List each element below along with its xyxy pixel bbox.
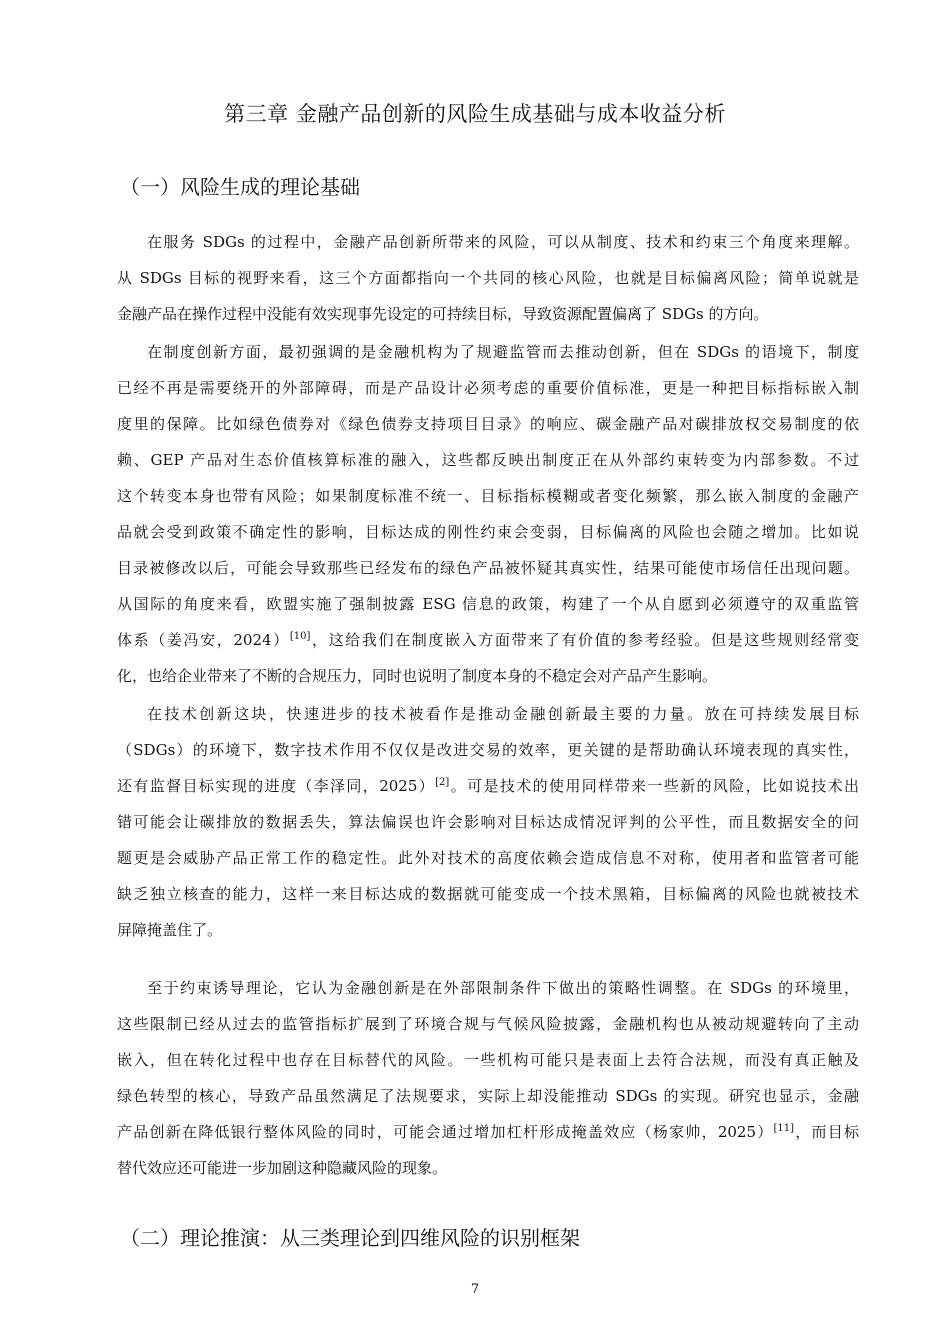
paragraph-line: 品就会受到政策不确定性的影响，目标达成的刚性约束会变弱，目标偏离的风险也会随之增加。比如说 <box>117 523 859 541</box>
text-run: 。可是技术的使用同样带来一些新的风险，比如说技术出 <box>449 777 859 795</box>
paragraph-line: 从 SDGs 目标的视野来看，这三个方面都指向一个共同的核心风险，也就是目标偏离风险；简单说就是 <box>117 269 859 287</box>
citation-marker: [11] <box>773 1123 795 1134</box>
text-run: ，而目标 <box>794 1123 859 1141</box>
chapter-title: 第三章 金融产品创新的风险生成基础与成本收益分析 <box>224 102 726 126</box>
citation-marker: [10] <box>289 631 311 642</box>
paragraph-line: 目录被修改以后，可能会导致那些已经发布的绿色产品被怀疑其真实性，结果可能使市场信任出现问题。 <box>117 559 859 577</box>
paragraph-line: 错可能会让碳排放的数据丢失，算法偏误也许会影响对目标达成情况评判的公平性，而且数据安全的问 <box>117 813 859 831</box>
text-run: 产品创新在降低银行整体风险的同时，可能会通过增加杠杆形成掩盖效应（杨家帅，2025） <box>117 1123 774 1141</box>
paragraph-line: 金融产品在操作过程中没能有效实现事先设定的可持续目标，导致资源配置偏离了 SDGs 的方向。 <box>117 305 769 323</box>
paragraph-line: 嵌入，但在转化过程中也存在目标替代的风险。一些机构可能只是表面上去符合法规，而没有真正触及 <box>117 1051 859 1069</box>
citation-marker: [2] <box>435 777 450 788</box>
paragraph-line: 从国际的角度来看，欧盟实施了强制披露 ESG 信息的政策，构建了一个从自愿到必须遵守的双重监管 <box>117 595 859 613</box>
paragraph-line: 赖、GEP 产品对生态价值核算标准的融入，这些都反映出制度正在从外部约束转变为内部参数。不过 <box>117 451 859 469</box>
page-number: 7 <box>470 1282 480 1297</box>
paragraph-line: 在制度创新方面，最初强调的是金融机构为了规避监管而去推动创新，但在 SDGs 的语境下，制度 <box>147 343 859 361</box>
paragraph-line: 这些限制已经从过去的监管指标扩展到了环境合规与气候风险披露，金融机构也从被动规避转向了主动 <box>117 1015 859 1033</box>
paragraph-line: 这个转变本身也带有风险；如果制度标准不统一、目标指标模糊或者变化频繁，那么嵌入制度的金融产 <box>117 487 859 505</box>
paragraph-line: 屏障掩盖住了。 <box>117 921 223 939</box>
section-heading-1: （一）风险生成的理论基础 <box>120 175 360 199</box>
section-heading-2: （二）理论推演：从三类理论到四维风险的识别框架 <box>120 1226 580 1250</box>
paragraph-line: 在技术创新这块，快速进步的技术被看作是推动金融创新最主要的力量。放在可持续发展目标 <box>147 705 859 723</box>
paragraph-line: 化，也给企业带来了不断的合规压力，同时也说明了制度本身的不稳定会对产品产生影响。 <box>117 667 718 685</box>
paragraph-line: 度里的保障。比如绿色债券对《绿色债券支持项目目录》的响应、碳金融产品对碳排放权交易制度的依 <box>117 415 859 433</box>
text-run: 体系（姜冯安，2024） <box>117 631 290 649</box>
paragraph-line: 至于约束诱导理论，它认为金融创新是在外部限制条件下做出的策略性调整。在 SDGs 的环境里， <box>147 979 859 997</box>
paragraph-line: 缺乏独立核查的能力，这样一来目标达成的数据就可能变成一个技术黑箱，目标偏离的风险也就被技术 <box>117 885 859 903</box>
paragraph-line <box>117 630 859 653</box>
paragraph-line: （SDGs）的环境下，数字技术作用不仅仅是改进交易的效率，更关键的是帮助确认环境表现的真实性， <box>117 741 859 759</box>
text-run: 还有监督目标实现的进度（李泽同，2025） <box>117 777 436 795</box>
paragraph-line: 题更是会威胁产品正常工作的稳定性。此外对技术的高度依赖会造成信息不对称，使用者和监管者可能 <box>117 849 859 867</box>
paragraph-line <box>117 776 859 799</box>
paragraph-line: 绿色转型的核心，导致产品虽然满足了法规要求，实际上却没能推动 SDGs 的实现。研究也显示，金融 <box>117 1087 859 1105</box>
text-run: ，这给我们在制度嵌入方面带来了有价值的参考经验。但是这些规则经常变 <box>310 631 859 649</box>
paragraph-line: 已经不再是需要绕开的外部障碍，而是产品设计必须考虑的重要价值标准，更是一种把目标指标嵌入制 <box>117 379 859 397</box>
paragraph-line: 在服务 SDGs 的过程中，金融产品创新所带来的风险，可以从制度、技术和约束三个角度来理解。 <box>147 233 859 251</box>
paragraph-line: 替代效应还可能进一步加剧这种隐藏风险的现象。 <box>117 1159 448 1177</box>
paragraph-line <box>117 1122 859 1145</box>
